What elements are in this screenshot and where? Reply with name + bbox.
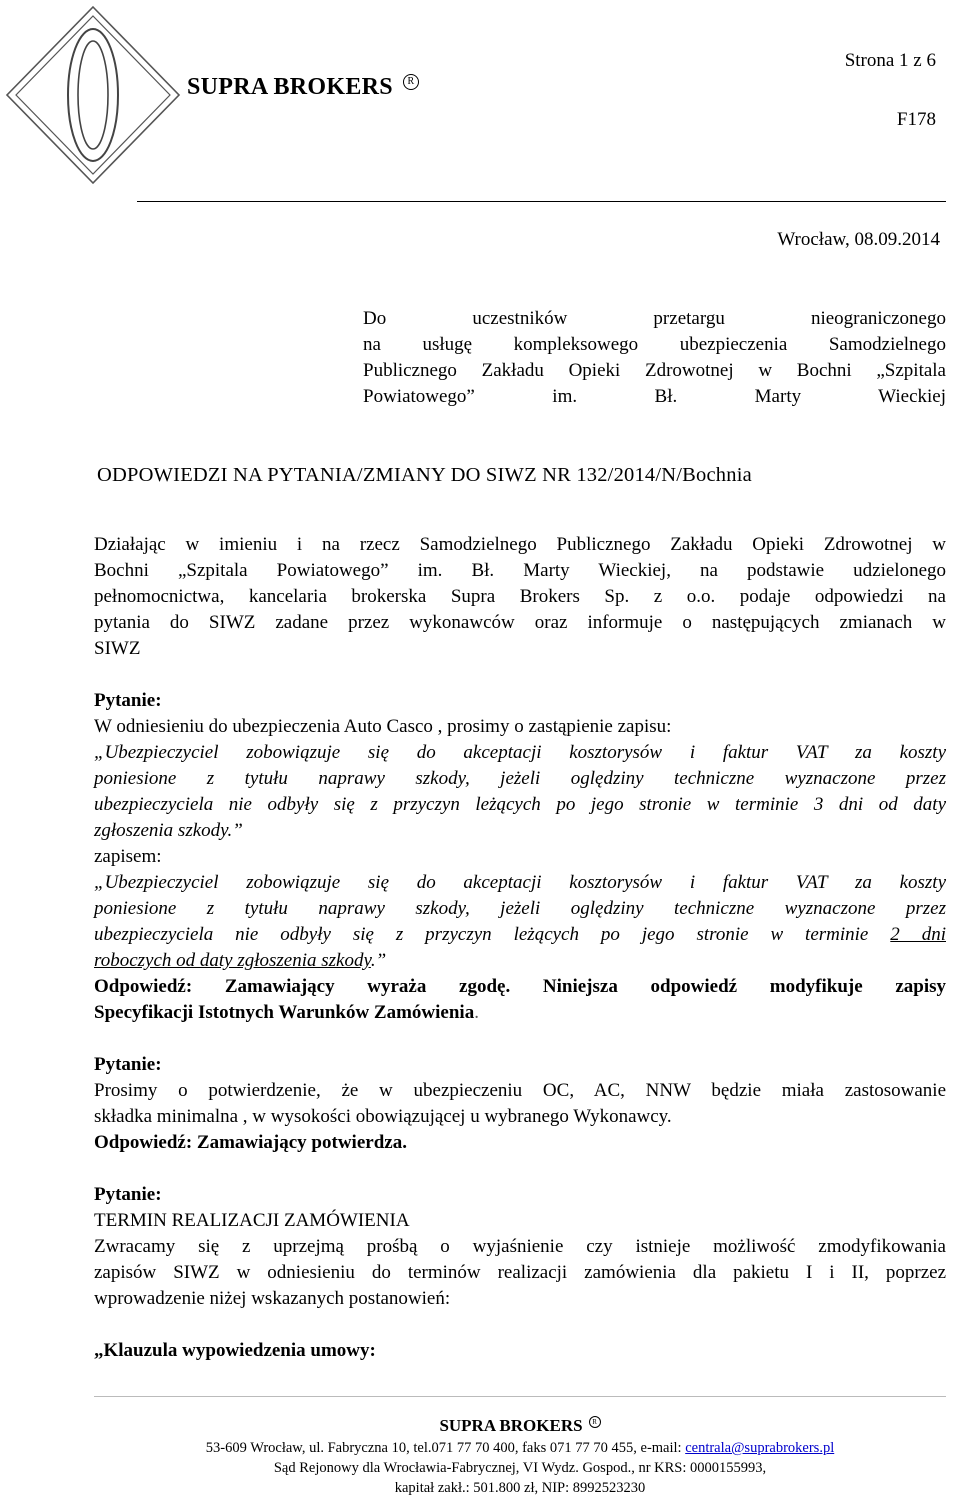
registered-mark-icon: R [403, 74, 419, 90]
document-date: Wrocław, 08.09.2014 [777, 229, 940, 250]
question-label: Pytanie: [94, 1054, 162, 1075]
supra-brokers-diamond-logo-icon [2, 2, 184, 188]
intro-line: Bochni „Szpitala Powiatowego” im. Bł. Marty Wieckiej, na podstawie udzielonego [94, 560, 946, 581]
footer-address-text: 53-609 Wrocław, ul. Fabryczna 10, tel.071 77 70 400, faks 071 77 70 455, e-mail: [205, 1440, 686, 1456]
recipient-line: na usługę kompleksowego ubezpieczenia Samodzielnego [363, 334, 946, 355]
footer-divider [94, 1396, 946, 1397]
question-heading: TERMIN REALIZACJI ZAMÓWIENIA [94, 1210, 410, 1231]
header-divider [137, 201, 946, 202]
question-label: Pytanie: [94, 690, 162, 711]
new-clause-underlined: roboczych od daty zgłoszenia szkody [94, 950, 371, 971]
old-clause-line: zgłoszenia szkody.” [94, 820, 243, 841]
new-clause-underlined: 2 dni [890, 924, 946, 945]
question-line: wprowadzenie niżej wskazanych postanowień: [94, 1288, 451, 1309]
intro-line: Działając w imieniu i na rzecz Samodzielnego Publicznego Zakładu Opieki Zdrowotnej w [94, 534, 946, 555]
intro-line: SIWZ [94, 638, 141, 659]
answer-line: Odpowiedź: Zamawiający potwierdza. [94, 1132, 407, 1153]
new-clause-text: ubezpieczyciela nie odbyły się z przyczyn leżących po jego stronie w terminie [94, 924, 891, 945]
new-clause-line [94, 922, 946, 948]
new-clause-line: poniesione z tytułu naprawy szkody, jeżeli oględziny techniczne wyznaczone przez [94, 898, 946, 919]
answer-line [94, 1000, 946, 1026]
footer-brand-text: SUPRA BROKERS [439, 1416, 583, 1435]
form-code: F178 [896, 109, 936, 130]
recipient-line: Powiatowego” im. Bł. Marty Wieckiej [363, 386, 946, 407]
old-clause-line: poniesione z tytułu naprawy szkody, jeżeli oględziny techniczne wyznaczone przez [94, 768, 946, 789]
question-line: Zwracamy się z uprzejmą prośbą o wyjaśnienie czy istnieje możliwość zmodyfikowania [94, 1236, 946, 1257]
intro-line: pełnomocnictwa, kancelaria brokerska Supra Brokers Sp. z o.o. podaje odpowiedzi na [94, 586, 946, 607]
new-clause-end: .” [370, 950, 387, 971]
document-body [94, 532, 946, 1364]
brand-name [187, 74, 419, 101]
recipient-block [363, 306, 946, 410]
footer-brand [94, 1414, 946, 1438]
question-line: składka minimalna , w wysokości obowiązującej u wybranego Wykonawcy. [94, 1106, 672, 1127]
old-clause-line: ubezpieczyciela nie odbyły się z przyczyn leżących po jego stronie w terminie 3 dni od daty [94, 794, 946, 815]
document-title: ODPOWIEDZI NA PYTANIA/ZMIANY DO SIWZ NR 132/2014/N/Bochnia [97, 464, 752, 486]
footer-capital: kapitał zakł.: 501.800 zł, NIP: 8992523230 [394, 1480, 646, 1496]
page-footer [94, 1414, 946, 1498]
old-clause-line: „Ubezpieczyciel zobowiązuje się do akceptacji kosztorysów i faktur VAT za koszty [94, 742, 946, 763]
question-mid: zapisem: [94, 846, 162, 867]
question-label: Pytanie: [94, 1184, 162, 1205]
recipient-line: Publicznego Zakładu Opieki Zdrowotnej w Bochni „Szpitala [363, 360, 946, 381]
answer-end: . [474, 1002, 479, 1023]
question-lead: W odniesieniu do ubezpieczenia Auto Casco , prosimy o zastąpienie zapisu: [94, 716, 672, 737]
registered-mark-icon: R [589, 1416, 601, 1428]
brand-text: SUPRA BROKERS [187, 74, 393, 100]
intro-line: pytania do SIWZ zadane przez wykonawców oraz informuje o następujących zmianach w [94, 612, 946, 633]
page-number: Strona 1 z 6 [844, 50, 936, 71]
question-line: Prosimy o potwierdzenie, że w ubezpieczeniu OC, AC, NNW będzie miała zastosowanie [94, 1080, 946, 1101]
footer-court: Sąd Rejonowy dla Wrocławia-Fabrycznej, VI Wydz. Gospod., nr KRS: 0000155993, [273, 1460, 767, 1476]
new-clause-line: „Ubezpieczyciel zobowiązuje się do akceptacji kosztorysów i faktur VAT za koszty [94, 872, 946, 893]
answer-line: Odpowiedź: Zamawiający wyraża zgodę. Niniejsza odpowiedź modyfikuje zapisy [94, 976, 946, 997]
footer-email-link[interactable]: centrala@suprabrokers.pl [685, 1440, 835, 1456]
answer-text: Specyfikacji Istotnych Warunków Zamówienia [94, 1002, 475, 1023]
clause-heading: „Klauzula wypowiedzenia umowy: [94, 1340, 376, 1361]
new-clause-line [94, 948, 946, 974]
question-line: zapisów SIWZ w odniesieniu do terminów realizacji zamówienia dla pakietu I i II, poprzez [94, 1262, 946, 1283]
footer-address [94, 1438, 946, 1458]
recipient-line: Do uczestników przetargu nieograniczonego [363, 308, 946, 329]
